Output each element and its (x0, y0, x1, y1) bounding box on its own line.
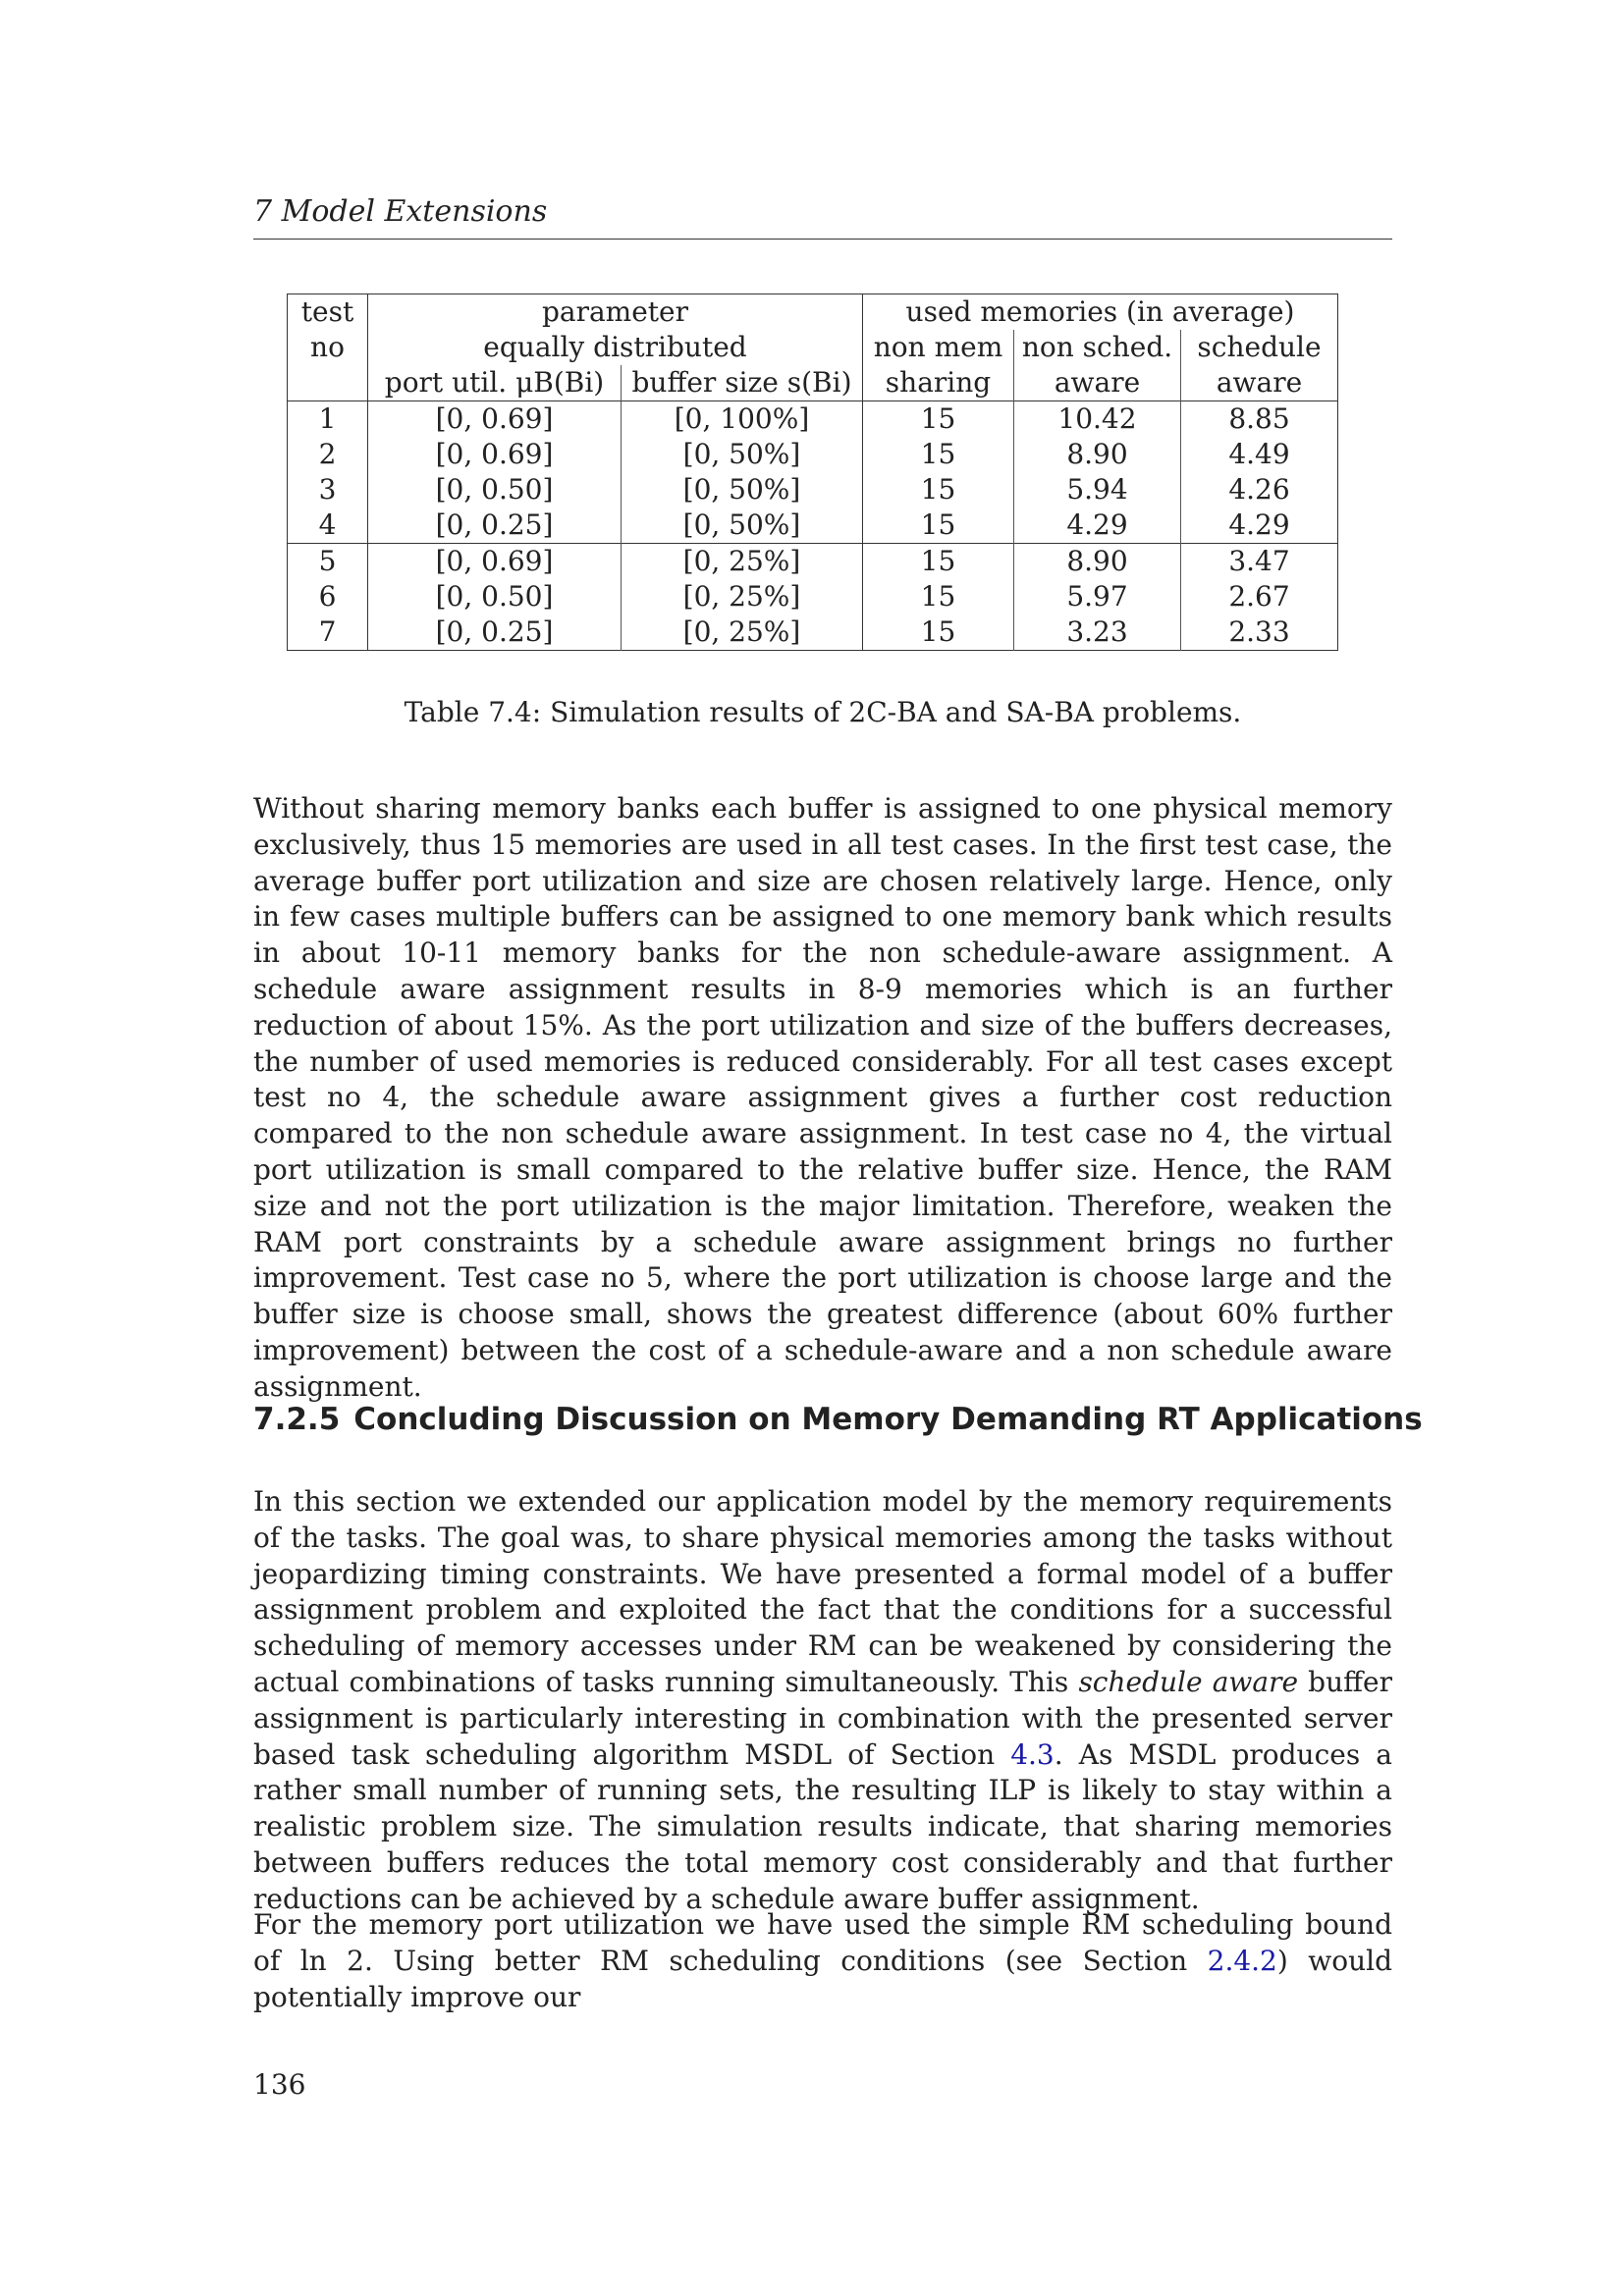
cell-port-util: [0, 0.69] (368, 544, 622, 580)
section-number: 7.2.5 (253, 1402, 341, 1437)
cell-schedule-aware: 4.26 (1228, 473, 1290, 506)
section-title: Concluding Discussion on Memory Demanding RT Applications (353, 1402, 1423, 1437)
table-header-row (288, 294, 1338, 331)
col-header-sharing: sharing (863, 365, 1014, 401)
cell-non-mem-sharing: 15 (863, 401, 1014, 438)
cell-buffer-size: [0, 50%] (622, 507, 863, 544)
running-head: 7 Model Extensions (253, 192, 1392, 240)
col-header-schedule: schedule (1197, 331, 1322, 363)
cell-non-sched-aware: 5.94 (1014, 472, 1181, 507)
cell-schedule-aware: 8.85 (1228, 402, 1290, 435)
section-ref-link[interactable]: 2.4.2 (1207, 1944, 1277, 1977)
section-heading (253, 1400, 1423, 1439)
cell-port-util: [0, 0.69] (368, 437, 622, 472)
cell-non-mem-sharing: 15 (863, 544, 1014, 580)
paragraph-text: In this section we extended our application model by the memory requirements of the tasks. The goal was, to share physical memories among the tasks without jeopardizing timing constraints. We have presented a formal model of a buffer assignment problem and exploited the fact that the conditions for a successful scheduling of memory accesses under RM can be weakened by considering the actual combinations of tasks running simultaneously. This (253, 1485, 1392, 1698)
cell-test-no: 1 (288, 401, 368, 438)
discussion-paragraph (253, 1484, 1392, 1918)
results-table (287, 294, 1338, 651)
cell-non-mem-sharing: 15 (863, 437, 1014, 472)
page-number: 136 (253, 2068, 306, 2101)
cell-buffer-size: [0, 50%] (622, 437, 863, 472)
col-header-parameter: parameter (368, 294, 863, 331)
cell-test-no: 4 (288, 507, 368, 544)
cell-port-util: [0, 0.50] (368, 579, 622, 614)
table-header-row (288, 365, 1338, 401)
table-row (288, 472, 1338, 507)
table-caption: Table 7.4: Simulation results of 2C-BA and SA-BA problems. (404, 696, 1242, 728)
cell-port-util: [0, 0.69] (368, 401, 622, 438)
cell-schedule-aware: 4.49 (1228, 438, 1290, 470)
col-header-buffer-size: buffer size s(Bi) (622, 365, 863, 401)
cell-port-util: [0, 0.50] (368, 472, 622, 507)
cell-buffer-size: [0, 100%] (622, 401, 863, 438)
cell-non-sched-aware: 3.23 (1014, 614, 1181, 651)
cell-buffer-size: [0, 25%] (622, 614, 863, 651)
cell-port-util: [0, 0.25] (368, 507, 622, 544)
col-header-aware: aware (1216, 366, 1303, 399)
cell-test-no: 6 (288, 579, 368, 614)
table-row (288, 614, 1338, 651)
col-header-test: test (288, 294, 368, 331)
paragraph-text: buffer assignment is particularly interesting in combination with the presented server based task scheduling algorithm MSDL of Section (253, 1665, 1392, 1771)
paragraph-text: ) would potentially improve our (253, 1944, 1393, 2013)
table-row (288, 437, 1338, 472)
emphasis-text: schedule aware (1078, 1665, 1299, 1698)
cell-buffer-size: [0, 50%] (622, 472, 863, 507)
col-header-used-memories: used memories (in average) (905, 295, 1295, 328)
cell-test-no: 7 (288, 614, 368, 651)
cell-schedule-aware: 2.67 (1228, 580, 1290, 613)
cell-non-sched-aware: 5.97 (1014, 579, 1181, 614)
col-header-aware: aware (1014, 365, 1181, 401)
paragraph-text: For the memory port utilization we have used the simple RM scheduling bound of ln 2. Using better RM scheduling conditions (see Section (253, 1908, 1392, 1977)
cell-test-no: 2 (288, 437, 368, 472)
cell-buffer-size: [0, 25%] (622, 544, 863, 580)
cell-schedule-aware: 3.47 (1228, 545, 1290, 577)
table-row (288, 579, 1338, 614)
cell-non-mem-sharing: 15 (863, 579, 1014, 614)
cell-non-sched-aware: 8.90 (1014, 544, 1181, 580)
cell-non-mem-sharing: 15 (863, 472, 1014, 507)
cell-non-mem-sharing: 15 (863, 614, 1014, 651)
table-row (288, 401, 1338, 438)
cell-non-sched-aware: 4.29 (1014, 507, 1181, 544)
col-header-empty (288, 365, 368, 401)
section-ref-link[interactable]: 4.3 (1010, 1737, 1055, 1771)
col-header-non-mem: non mem (863, 330, 1014, 365)
paragraph-text: . As MSDL produces a rather small number of running sets, the resulting ILP is likely to stay within a realistic problem size. The simulation results indicate, that sharing memories between buffers reduces the total memory cost considerably and that further reductions can be achieved by a schedule aware buffer assignment. (253, 1737, 1392, 1915)
cell-port-util: [0, 0.25] (368, 614, 622, 651)
col-header-equally-distributed: equally distributed (368, 330, 863, 365)
cell-non-mem-sharing: 15 (863, 507, 1014, 544)
cell-test-no: 5 (288, 544, 368, 580)
cell-buffer-size: [0, 25%] (622, 579, 863, 614)
cell-test-no: 3 (288, 472, 368, 507)
cell-schedule-aware: 2.33 (1228, 615, 1290, 648)
cell-non-sched-aware: 10.42 (1014, 401, 1181, 438)
results-paragraph: Without sharing memory banks each buffer is assigned to one physical memory exclusively, thus 15 memories are used in all test cases. In the first test case, the average buffer port utilization and size are chosen relatively large. Hence, only in few cases multiple buffers can be assigned to one memory bank which results in about 10-11 memory banks for the non schedule-aware assignment. A schedule aware assignment results in 8-9 memories which is an further reduction of about 15%. As the port utilization and size of the buffers decreases, the number of used memories is reduced considerably. For all test cases except test no 4, the schedule aware assignment gives a further cost reduction compared to the non schedule aware assignment. In test case no 4, the virtual port utilization is small compared to the relative buffer size. Hence, the RAM size and not the port utilization is the major limitation. Therefore, weaken the RAM port constraints by a schedule aware assignment brings no further improvement. Test case no 5, where the port utilization is choose large and the buffer size is choose small, shows the greatest difference (about 60% further improvement) between the cost of a schedule-aware and a non schedule aware assignment. (253, 792, 1392, 1403)
col-header-no: no (288, 330, 368, 365)
table-row (288, 507, 1338, 544)
cell-non-sched-aware: 8.90 (1014, 437, 1181, 472)
table-row (288, 544, 1338, 580)
continuation-paragraph (253, 1907, 1392, 2015)
table-header-row (288, 330, 1338, 365)
col-header-port-util: port util. μB(Bi) (368, 365, 622, 401)
col-header-non-sched: non sched. (1014, 330, 1181, 365)
cell-schedule-aware: 4.29 (1228, 508, 1290, 541)
